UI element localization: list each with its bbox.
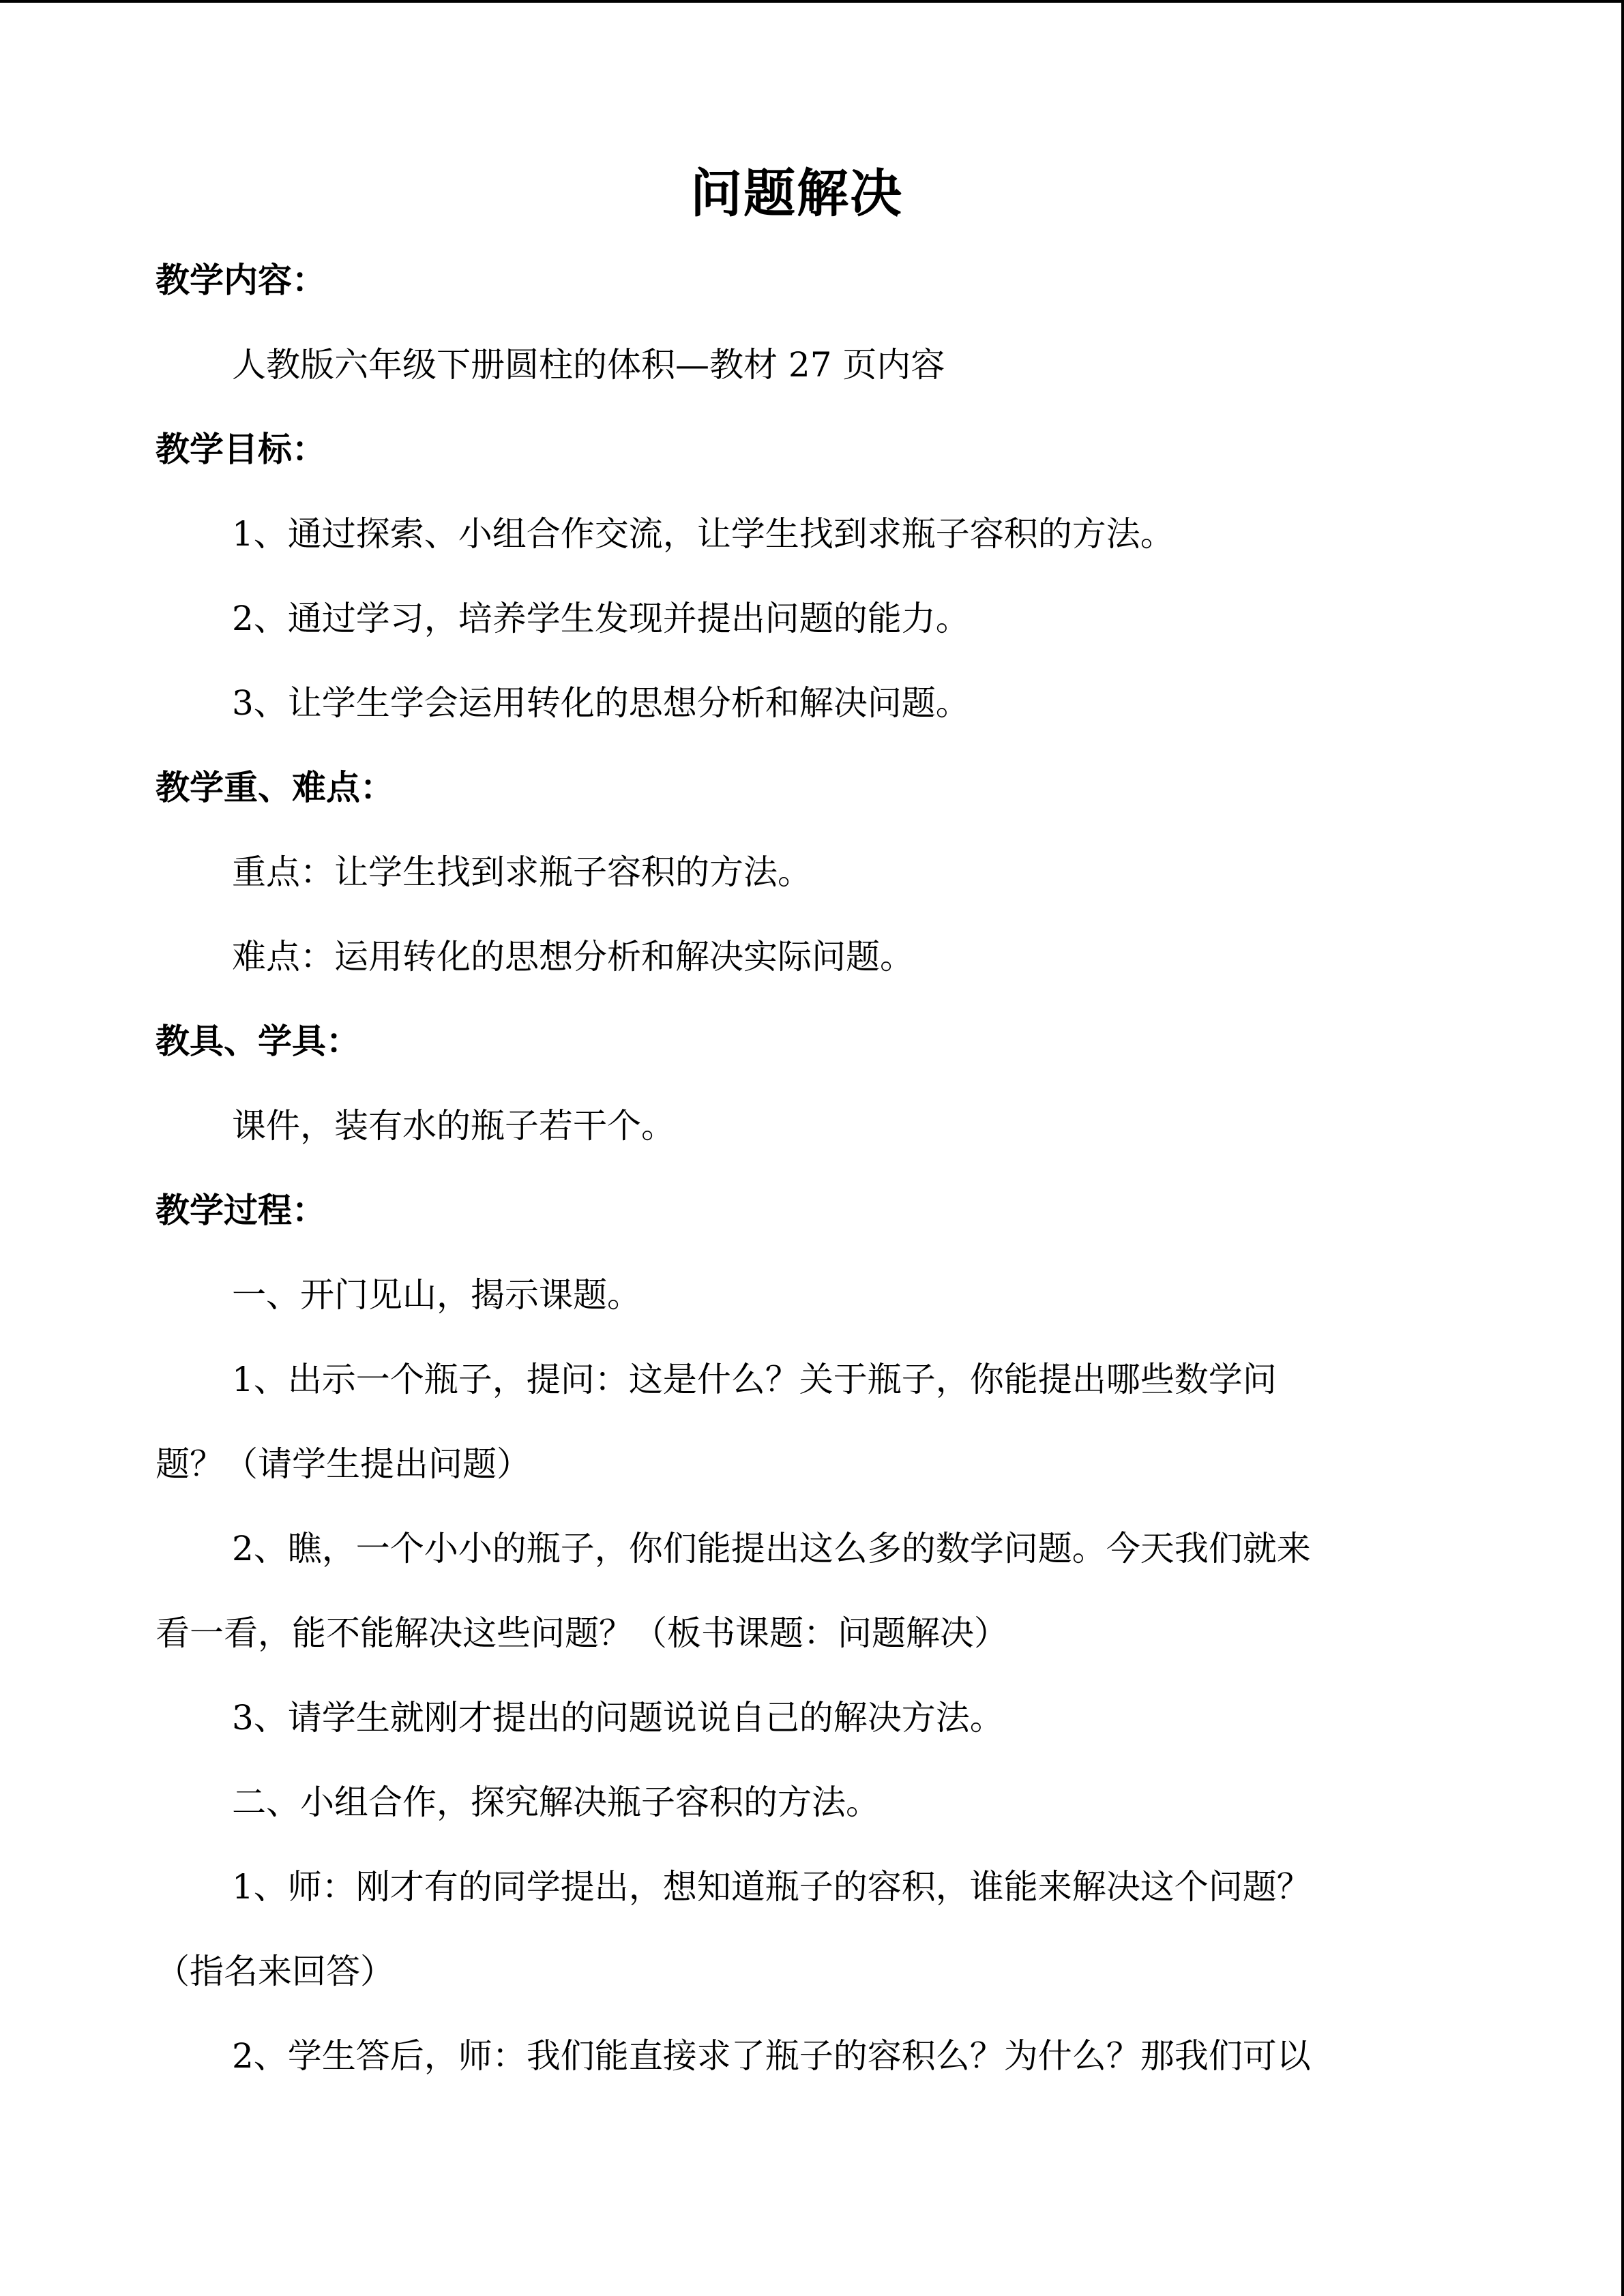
keypoint-difficulty: 难点：运用转化的思想分析和解决实际问题。 bbox=[232, 937, 914, 976]
goal-item-1: 1、通过探索、小组合作交流，让学生找到求瓶子容积的方法。 bbox=[232, 514, 1175, 554]
goal-item-2: 2、通过学习，培养学生发现并提出问题的能力。 bbox=[232, 599, 970, 638]
heading-content: 教学内容： bbox=[156, 260, 326, 300]
process-paragraph-line: 2、瞧，一个小小的瓶子，你们能提出这么多的数学问题。今天我们就来 bbox=[232, 1529, 1311, 1568]
process-paragraph-line: 看一看，能不能解决这些问题？（板书课题：问题解决） bbox=[156, 1613, 1008, 1653]
process-paragraph-line: （指名来回答） bbox=[156, 1952, 394, 1991]
process-paragraph-line: 3、请学生就刚才提出的问题说说自己的解决方法。 bbox=[232, 1698, 1004, 1738]
goal-item-3: 3、让学生学会运用转化的思想分析和解决问题。 bbox=[232, 683, 970, 723]
process-paragraph-line: 2、学生答后，师：我们能直接求了瓶子的容积么？为什么？那我们可以 bbox=[232, 2036, 1311, 2076]
heading-process: 教学过程： bbox=[156, 1190, 326, 1230]
heading-tools: 教具、学具： bbox=[156, 1021, 360, 1061]
process-paragraph-line: 题？（请学生提出问题） bbox=[156, 1444, 531, 1484]
heading-goals: 教学目标： bbox=[156, 429, 326, 469]
process-paragraph-line: 1、师：刚才有的同学提出，想知道瓶子的容积，谁能来解决这个问题？ bbox=[232, 1867, 1311, 1907]
process-step-1-title: 一、开门见山，揭示课题。 bbox=[232, 1275, 641, 1315]
process-paragraph-line: 1、出示一个瓶子，提问：这是什么？关于瓶子，你能提出哪些数学问 bbox=[232, 1360, 1277, 1399]
heading-keypoints: 教学重、难点： bbox=[156, 767, 394, 807]
process-step-2-title: 二、小组合作，探究解决瓶子容积的方法。 bbox=[232, 1783, 880, 1822]
tools-paragraph: 课件，装有水的瓶子若干个。 bbox=[232, 1106, 675, 1146]
content-paragraph: 人教版六年级下册圆柱的体积—教材 27 页内容 bbox=[232, 345, 945, 385]
document-body bbox=[156, 149, 1438, 2098]
keypoint-focus: 重点：让学生找到求瓶子容积的方法。 bbox=[232, 852, 812, 892]
document-title: 问题解决 bbox=[690, 163, 903, 224]
